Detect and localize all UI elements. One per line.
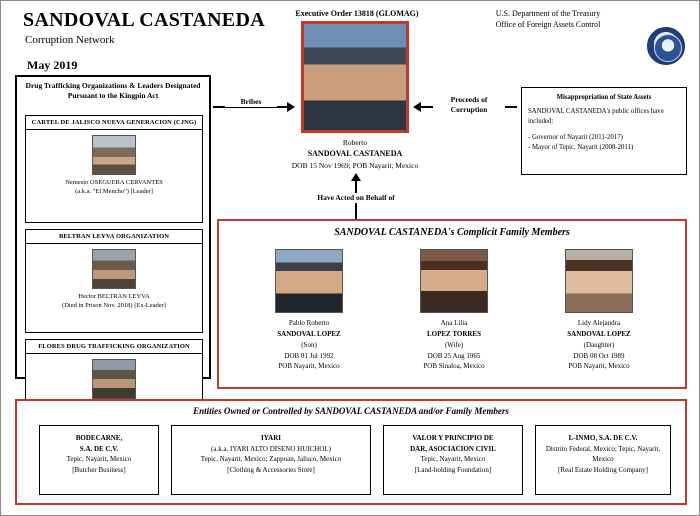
- central-dob-pob: DOB 15 Nov 1969; POB Nayarit, Mexico: [291, 161, 419, 171]
- proceeds-arrow-head: [413, 102, 421, 112]
- entity-location: Tepic, Nayarit, Mexico: [420, 455, 486, 463]
- page-subtitle: Corruption Network: [25, 34, 115, 46]
- portrait-hector-beltran-leyva-icon: [92, 249, 136, 289]
- entity-business: [Clothing & Accessories Store]: [227, 465, 315, 474]
- org-title: FLORES DRUG TRAFFICKING ORGANIZATION: [26, 340, 202, 354]
- entity-card: [535, 425, 671, 495]
- org-leader-caption: [26, 292, 202, 316]
- entity-name-2: S.A. DE C.V.: [79, 444, 119, 453]
- family-member-name-2: SANDOVAL LOPEZ: [567, 329, 631, 338]
- org-card-cjng: [25, 115, 203, 223]
- entity-card: [39, 425, 159, 495]
- family-member-pob: POB Nayarit, Mexico: [278, 362, 340, 371]
- drug-trafficking-orgs-panel: [15, 75, 211, 379]
- treasury-seal-icon: [647, 27, 685, 65]
- family-member-name-1: Pablo Roberto: [288, 319, 330, 327]
- family-member-pob: POB Sinaloa, Mexico: [423, 362, 485, 371]
- misappropriation-title: Misappropriation of State Assets: [556, 94, 652, 101]
- family-member-card: [384, 249, 524, 372]
- family-member-caption: [384, 318, 524, 372]
- entity-business: [Real Estate Holding Company]: [557, 465, 648, 474]
- family-member-name-2: LOPEZ TORRES: [426, 329, 481, 338]
- portrait-raul-flores-hernandez-icon: [92, 359, 136, 399]
- central-last-name: SANDOVAL CASTANEDA: [307, 149, 403, 159]
- entity-name-1: VALOR Y PRINCIPIO DE: [412, 434, 494, 442]
- acted-on-behalf-label: Have Acted on Behalf of: [299, 193, 413, 203]
- org-leader-alias: (Died in Prison Nov. 2018) [Ex-Leader]: [62, 302, 166, 310]
- org-leader-name: Nemesio OSEGUERA CERVANTES: [65, 179, 163, 186]
- family-member-card: [239, 249, 379, 372]
- entity-business: [Land-holding Foundation]: [414, 465, 492, 474]
- family-member-relation: (Daughter): [583, 340, 615, 349]
- entity-name-2: (a.k.a. IYARI ALTO DISENO HUICHOL): [211, 444, 331, 453]
- org-card-beltran-leyva: [25, 229, 203, 333]
- entities-section-title: Entities Owned or Controlled by SANDOVAL CASTANEDA and/or Family Members: [193, 406, 509, 416]
- misappropriation-item-1: - Governor of Nayarit (2011-2017): [528, 133, 623, 141]
- family-member-card: [529, 249, 669, 372]
- misappropriation-panel: [521, 87, 687, 175]
- acted-on-behalf-arrow-head: [351, 173, 361, 181]
- entity-location: Distrito Federal, Mexico; Tepic, Nayarit, Mexico: [545, 444, 661, 463]
- org-title: CARTEL DE JALISCO NUEVA GENERACION (CJNG): [26, 116, 202, 130]
- bribes-label: Bribes: [225, 97, 277, 107]
- portrait-nemesio-oseguera-cervantes-icon: [92, 135, 136, 175]
- family-member-dob: DOB 08 Oct 1989: [573, 351, 625, 360]
- misappropriation-body: SANDOVAL CASTANEDA's public offices have included:: [528, 108, 664, 126]
- page-title: SANDOVAL CASTANEDA: [23, 9, 265, 31]
- misappropriation-item-2: - Mayor of Tepic, Nayarit (2008-2011): [528, 143, 634, 151]
- family-member-name-1: Ana Lilia: [440, 319, 468, 327]
- org-leader-alias: (a.k.a. "El Mencho") [Leader]: [75, 188, 153, 196]
- entity-card: [171, 425, 371, 495]
- entity-name-1: L-INMO, S.A. DE C.V.: [568, 434, 638, 442]
- family-member-dob: DOB 01 Jul 1992: [284, 351, 334, 360]
- portrait-roberto-sandoval-castaneda-icon: [301, 21, 409, 133]
- agency-line-1: U.S. Department of the Treasury: [495, 9, 601, 18]
- family-member-name-2: SANDOVAL LOPEZ: [277, 329, 341, 338]
- family-member-caption: [529, 318, 669, 372]
- entity-name-2: DAR, ASOCIACION CIVIL: [410, 444, 496, 453]
- central-first-name: Roberto: [342, 138, 368, 147]
- family-member-dob: DOB 25 Aug 1965: [427, 351, 481, 360]
- family-member-pob: POB Nayarit, Mexico: [568, 362, 630, 371]
- agency-label: [453, 9, 643, 31]
- entity-location: Tepic, Nayarit, Mexico; Zappoan, Jalisco, Mexico: [200, 455, 342, 463]
- family-member-caption: [239, 318, 379, 372]
- central-subject-caption: [273, 137, 437, 172]
- entity-card: [383, 425, 523, 495]
- org-leader-caption: [26, 178, 202, 202]
- portrait-lidy-alejandra-sandoval-lopez-icon: [565, 249, 633, 313]
- portrait-pablo-roberto-sandoval-lopez-icon: [275, 249, 343, 313]
- bribes-arrow-head: [287, 102, 295, 112]
- org-title: BELTRAN LEYVA ORGANIZATION: [26, 230, 202, 244]
- proceeds-label: Proceeds of Corruption: [433, 95, 505, 115]
- family-member-name-1: Lidy Alejandra: [577, 319, 621, 327]
- dto-panel-header: Drug Trafficking Organizations & Leaders Designated Pursuant to the Kingpin Act: [25, 81, 201, 100]
- agency-line-2: Office of Foreign Assets Control: [495, 19, 601, 29]
- family-section-title: SANDOVAL CASTANEDA's Complicit Family Members: [334, 227, 570, 238]
- entities-panel: [15, 399, 687, 505]
- entity-location: Tepic, Nayarit, Mexico: [66, 455, 132, 463]
- family-members-panel: [217, 219, 687, 389]
- portrait-ana-lilia-lopez-torres-icon: [420, 249, 488, 313]
- family-member-relation: (Son): [301, 340, 317, 349]
- entity-name-1: IYARI: [261, 434, 281, 442]
- executive-order-label: Executive Order 13818 (GLOMAG): [295, 9, 419, 18]
- org-leader-name: Hector BELTRAN LEYVA: [78, 293, 150, 300]
- family-member-relation: (Wife): [444, 340, 464, 349]
- page-date: May 2019: [27, 58, 78, 72]
- entity-name-1: BODECARNE,: [75, 434, 123, 442]
- entity-business: [Butcher Business]: [72, 465, 126, 474]
